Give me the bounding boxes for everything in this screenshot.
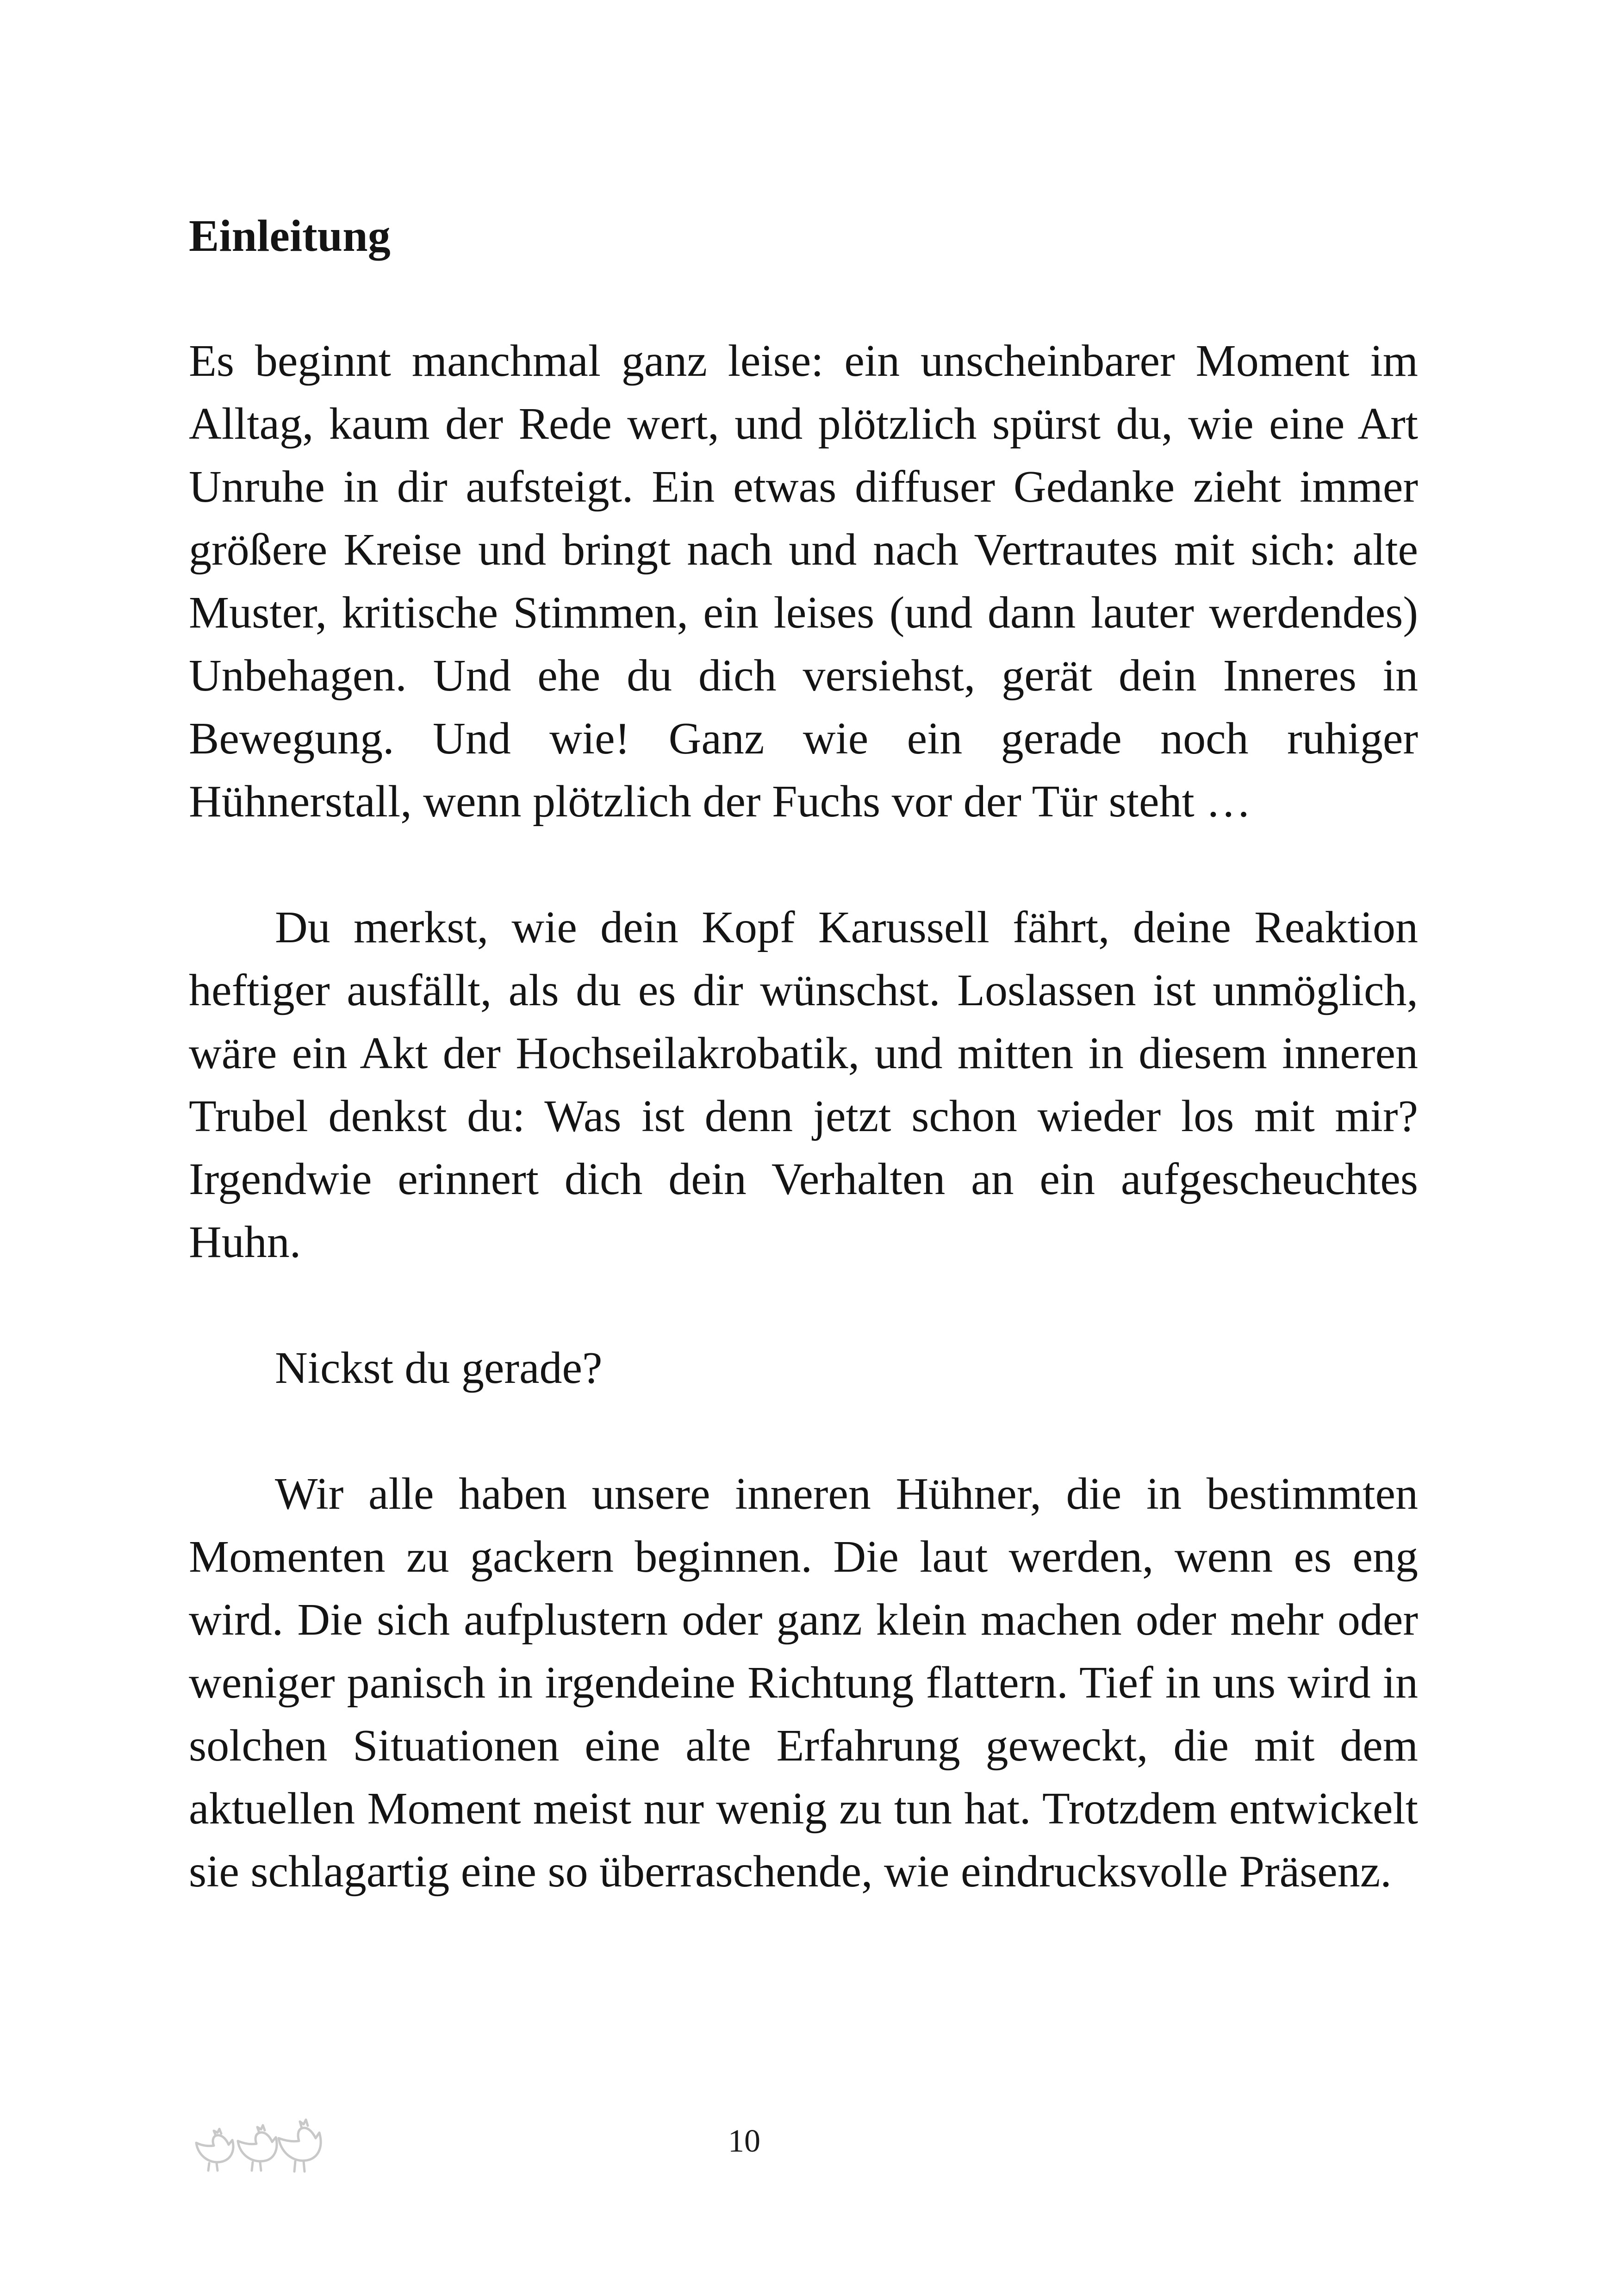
page-content	[189, 204, 1418, 1903]
paragraph-4: Wir alle haben unsere inneren Hühner, die in bestimmten Momenten zu gackern beginnen. Die laut werden, wenn es eng wird. Die sich aufplustern oder ganz klein machen oder mehr oder weniger panisch in irgendeine Richtung flattern. Tief in uns wird in solchen Situationen eine alte Erfahrung geweckt, die mit dem aktuellen Moment meist nur wenig zu tun hat. Trotzdem entwickelt sie schlagartig eine so überraschende, wie eindrucksvolle Präsenz.	[189, 1469, 1418, 1897]
paragraph-2: Du merkst, wie dein Kopf Karussell fährt, deine Reaktion heftiger ausfällt, als du es dir wünschst. Loslassen ist unmöglich, wäre ein Akt der Hochseilakrobatik, und mitten in diesem inneren Trubel denkst du: Was ist denn jetzt schon wieder los mit mir? Irgendwie erinnert dich dein Verhalten an ein aufgescheuchtes Huhn.	[189, 902, 1418, 1267]
page-footer	[189, 2110, 1418, 2175]
paragraph-3: Nickst du gerade?	[275, 1343, 603, 1393]
page-number: 10	[728, 2123, 760, 2159]
paragraph-1: Es beginnt manchmal ganz leise: ein unscheinbarer Moment im Alltag, kaum der Rede wert, und plötzlich spürst du, wie eine Art Unruhe in dir aufsteigt. Ein etwas diffuser Gedanke zieht immer größere Kreise und bringt nach und nach Vertrautes mit sich: alte Muster, kritische Stimmen, ein leises (und dann lauter werdendes) Unbehagen. Und ehe du dich versiehst, gerät dein Inneres in Bewegung. Und wie! Ganz wie ein gerade noch ruhiger Hühnerstall, wenn plötzlich der Fuchs vor der Tür steht …	[189, 336, 1418, 827]
chapter-title: Einleitung	[189, 211, 391, 261]
